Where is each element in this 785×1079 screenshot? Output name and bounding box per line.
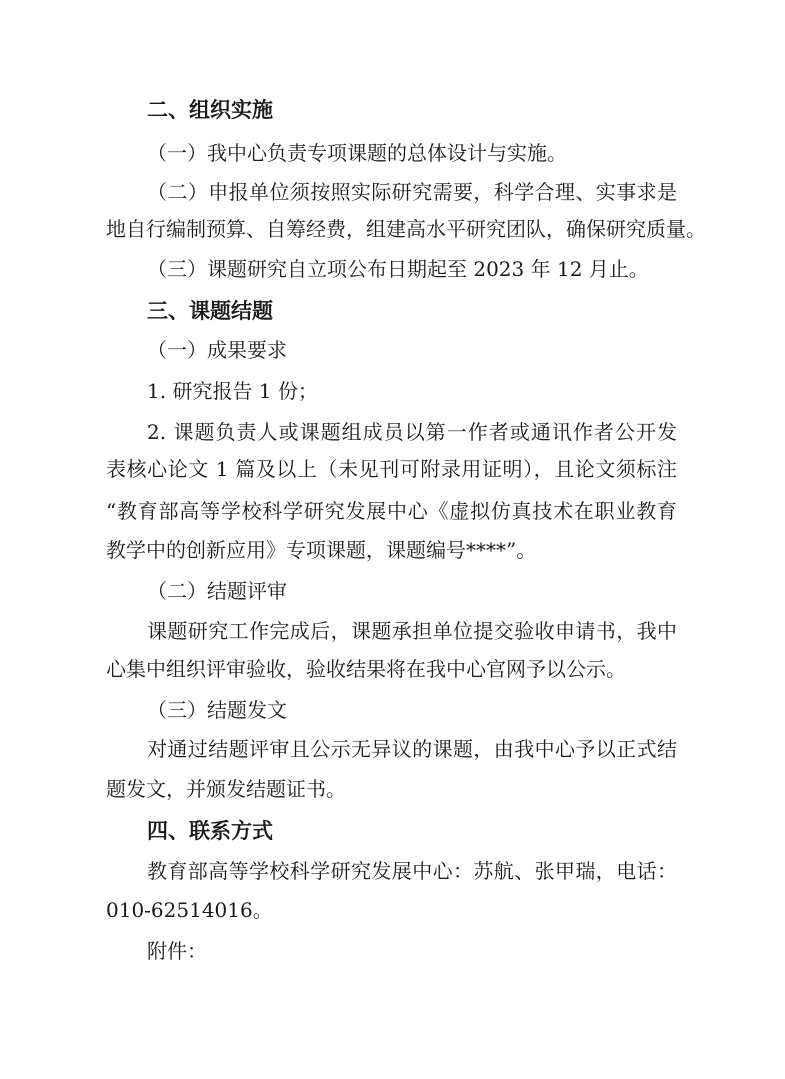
results-point-1: 1. 研究报告 1 份； [147, 379, 318, 403]
conclusion-subheading-review: （二）结题评审 [147, 579, 287, 603]
conclusion-subheading-results: （一）成果要求 [147, 338, 287, 362]
results-point-2-line-1: 2. 课题负责人或课题组成员以第一作者或通讯作者公开发 [147, 420, 677, 444]
review-line-2: 心集中组织评审验收，验收结果将在我中心官网予以公示。 [106, 657, 626, 681]
organization-item-2-line-2: 地自行编制预算、自筹经费，组建高水平研究团队，确保研究质量。 [106, 217, 706, 241]
results-point-2-line-4: 教学中的创新应用》专项课题，课题编号****”。 [106, 538, 537, 562]
section-heading-organization: 二、组织实施 [147, 98, 273, 122]
publication-line-2: 题发文，并颁发结题证书。 [106, 777, 346, 801]
contact-phone: 010-62514016。 [106, 898, 273, 922]
publication-line-1: 对通过结题评审且公示无异议的课题，由我中心予以正式结 [147, 737, 677, 761]
organization-item-3: （三）课题研究自立项公布日期起至 2023 年 12 月止。 [147, 257, 649, 281]
organization-item-1: （一）我中心负责专项课题的总体设计与实施。 [147, 141, 567, 165]
attachment-label: 附件： [147, 939, 207, 963]
section-heading-conclusion: 三、课题结题 [147, 299, 273, 323]
results-point-2-line-3: “教育部高等学校科学研究发展中心《虚拟仿真技术在职业教育 [106, 499, 677, 523]
conclusion-subheading-publication: （三）结题发文 [147, 698, 287, 722]
results-point-2-line-2: 表核心论文 1 篇及以上（未见刊可附录用证明），且论文须标注 [106, 457, 677, 481]
section-heading-contact: 四、联系方式 [147, 819, 273, 843]
organization-item-2-line-1: （二）申报单位须按照实际研究需要，科学合理、实事求是 [147, 180, 677, 204]
contact-line-1: 教育部高等学校科学研究发展中心：苏航、张甲瑞，电话： [147, 859, 677, 883]
review-line-1: 课题研究工作完成后，课题承担单位提交验收申请书，我中 [147, 619, 677, 643]
